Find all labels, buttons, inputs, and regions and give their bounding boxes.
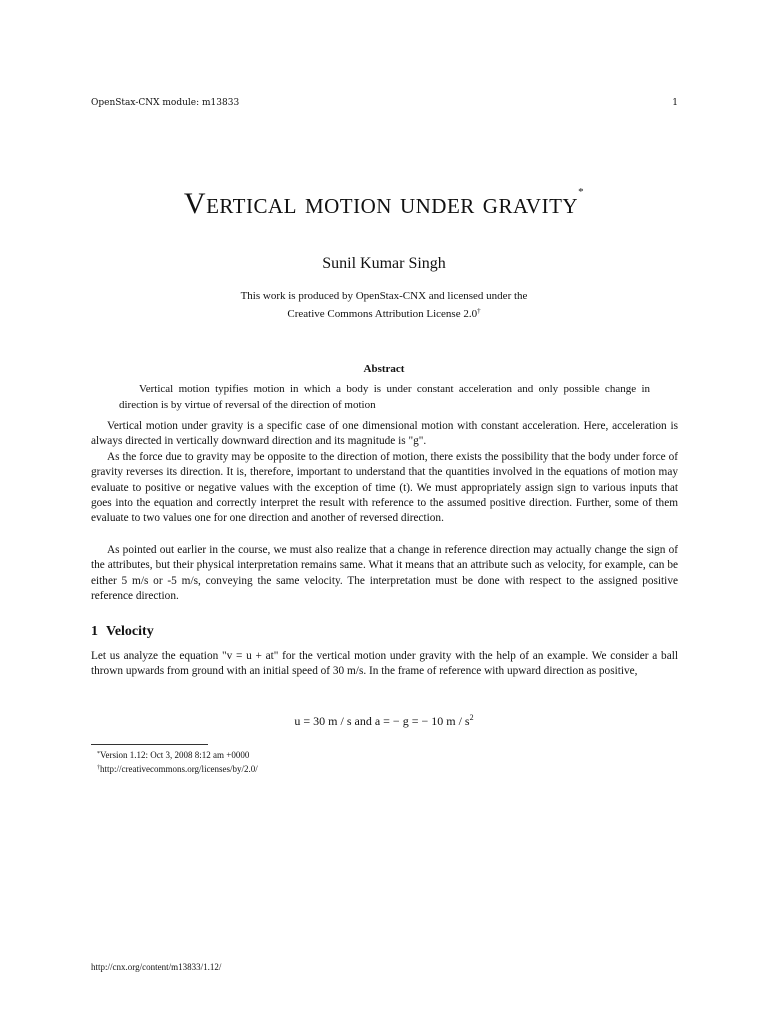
license-footnote-mark: †: [477, 307, 481, 315]
footnote-mark-1: *: [97, 751, 100, 757]
section-heading: [91, 624, 154, 640]
module-id: OpenStax-CNX module: m13833: [91, 98, 240, 108]
title-footnote-mark: *: [578, 186, 585, 198]
license-notice: [0, 289, 768, 322]
section-number: 1: [91, 624, 98, 639]
license-line-2: [0, 304, 768, 322]
license-line-1: This work is produced by OpenStax-CNX and licensed under the: [240, 290, 528, 302]
footnote-text-1: Version 1.12: Oct 3, 2008 8:12 am +0000: [100, 750, 250, 760]
footnotes: [97, 748, 258, 776]
section-title: Velocity: [106, 624, 154, 639]
paragraph-2: As the force due to gravity may be opposite to the direction of motion, there exists the possibility that the body under force of gravity reverses its direction. It is, therefore, important to understand that the quantities involved in the equations of motion may evaluate to positive or negative values with the exception of time (t). We must appropriately assign sign to various inputs that goes into the equation and correctly interpret the result with reference to the assumed positive direction. Further, some of them evaluate to two values one for one direction and another of reversed direction.: [91, 451, 678, 525]
paragraph-1: Vertical motion under gravity is a specific case of one dimensional motion with constant acceleration. Here, acceleration is always directed in vertically downward direction and its magnitude is "g".: [91, 420, 678, 448]
license-name: Creative Commons Attribution License 2.0: [287, 308, 478, 320]
footnote-version: [97, 748, 258, 762]
document-title: [0, 186, 768, 221]
footnote-mark-2: †: [97, 765, 100, 771]
equation-text: u = 30 m / s and a = − g = − 10 m / s: [294, 714, 470, 728]
author-name: Sunil Kumar Singh: [322, 255, 446, 272]
page-footer-url[interactable]: http://cnx.org/content/m13833/1.12/: [91, 962, 222, 972]
paragraph-3: As pointed out earlier in the course, we must also realize that a change in reference direction may actually change the sign of the attributes, but their physical interpretation remains same. What it means that an attribute such as velocity, for example, can be either 5 m/s or -5 m/s, conveying the same velocity. The interpretation must be done with respect to the assigned positive reference direction.: [91, 544, 678, 602]
footnote-text-2[interactable]: http://creativecommons.org/licenses/by/2.0/: [100, 764, 258, 774]
title-text: Vertical motion under gravity: [183, 187, 579, 220]
equation-exponent: 2: [469, 713, 474, 722]
abstract-heading: Abstract: [363, 363, 405, 375]
footnote-divider: [91, 744, 208, 745]
section-paragraph: Let us analyze the equation "v = u + at" for the vertical motion under gravity with the help of an example. We consider a ball thrown upwards from ground with an initial speed of 30 m/s. In the frame of reference with upward direction as positive,: [91, 650, 678, 678]
page-header: [91, 98, 678, 108]
footnote-license-url: [97, 762, 258, 776]
equation: [0, 713, 768, 729]
page-number: 1: [672, 98, 678, 108]
abstract-text: Vertical motion typifies motion in which a body is under constant acceleration and only possible change in direction is by virtue of reversal of the direction of motion: [119, 383, 650, 411]
